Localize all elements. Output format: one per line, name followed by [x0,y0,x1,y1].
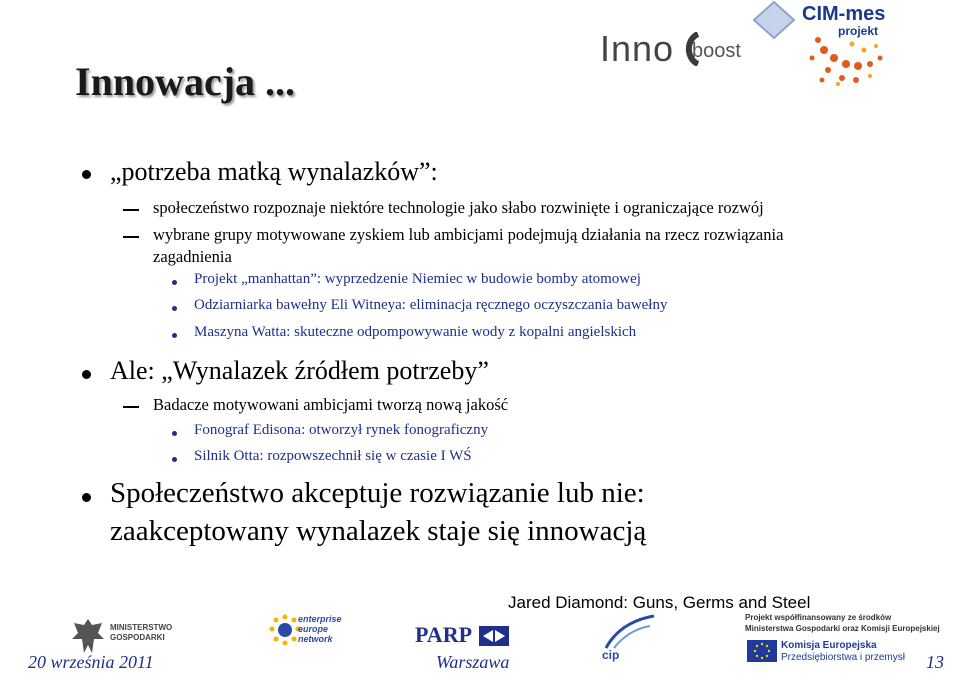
inno-logo-text: Inno [600,28,675,69]
eu-directorate: Przedsiębiorstwa i przemysł [781,652,905,663]
cip-swoosh-icon [600,612,660,652]
bullet-dot [82,370,91,379]
cip-logo [600,612,660,667]
parp-text: PARP [415,622,473,647]
een-logo [268,606,358,661]
dash-marker [123,209,139,211]
ministry-text: MINISTERSTWO GOSPODARKI [110,623,173,642]
dash-marker [123,236,139,238]
eu-line-1: Projekt współfinansowany ze środków [745,613,892,622]
page-number: 13 [926,652,944,672]
sub-bullet-1-2b: zagadnienia [153,247,232,266]
cim-mes-logo [752,0,960,90]
sub-bullet-1-1: społeczeństwo rozpoznaje niektóre technologie jako słabo rozwinięte i ograniczające rozwój [153,198,764,217]
small-bullet-dot [172,457,177,462]
small-bullet-dot [172,280,177,285]
cim-sub-text: projekt [838,24,879,38]
item-1-2-3: Maszyna Watta: skuteczne odpompowywanie wody z kopalni angielskich [194,324,637,340]
bullet-2: Ale: „Wynalazek źródłem potrzeby” [110,356,489,385]
item-2-1-1: Fonograf Edisona: otworzył rynek fonograficzny [194,422,489,438]
eu-line-2: Ministerstwa Gospodarki oraz Komisji Europejskiej [745,624,940,633]
eu-flag-icon [747,640,777,662]
parp-flag-icon [477,622,511,650]
cim-logo-text: CIM-mes [802,3,886,25]
small-bullet-dot [172,431,177,436]
bullet-1: „potrzeba matką wynalazków”: [110,157,438,186]
bullet-dot [82,170,91,179]
small-bullet-dot [172,306,177,311]
footer-place: Warszawa [436,652,510,672]
cip-text: cip [602,648,620,662]
bullet-3-line-1: Społeczeństwo akceptuje rozwiązanie lub nie: [110,477,645,509]
parp-logo [415,622,515,652]
sub-bullet-1-2a: wybrane grupy motywowane zyskiem lub ambicjami podejmują działania na rzecz rozwiązania [153,225,784,244]
een-text: enterprise europe network [298,614,342,644]
slide-title: Innowacja ... [75,59,296,104]
bullet-3-line-2: zaakceptowany wynalazek staje się innowacją [110,515,647,547]
eagle-icon [70,615,106,657]
een-stars-icon [268,612,302,652]
small-bullet-dot [172,333,177,338]
item-1-2-1: Projekt „manhattan”: wyprzedzenie Niemiec w budowie bomby atomowej [194,271,641,287]
inno-arc-icon [680,32,702,66]
bullet-dot [82,493,91,502]
boost-logo-text: boost [692,40,741,62]
dash-marker [123,406,139,408]
footer-date: 20 września 2011 [28,652,154,672]
eu-funding-logo [745,612,955,672]
item-1-2-2: Odziarniarka bawełny Eli Witneya: eliminacja ręcznego oczyszczania bawełny [194,297,668,313]
eu-commission: Komisja Europejska [781,640,877,651]
citation: Jared Diamond: Guns, Germs and Steel [508,593,811,612]
sub-bullet-2-1: Badacze motywowani ambicjami tworzą nową jakość [153,395,509,414]
item-2-1-2: Silnik Otta: rozpowszechnił się w czasie I WŚ [194,448,472,464]
